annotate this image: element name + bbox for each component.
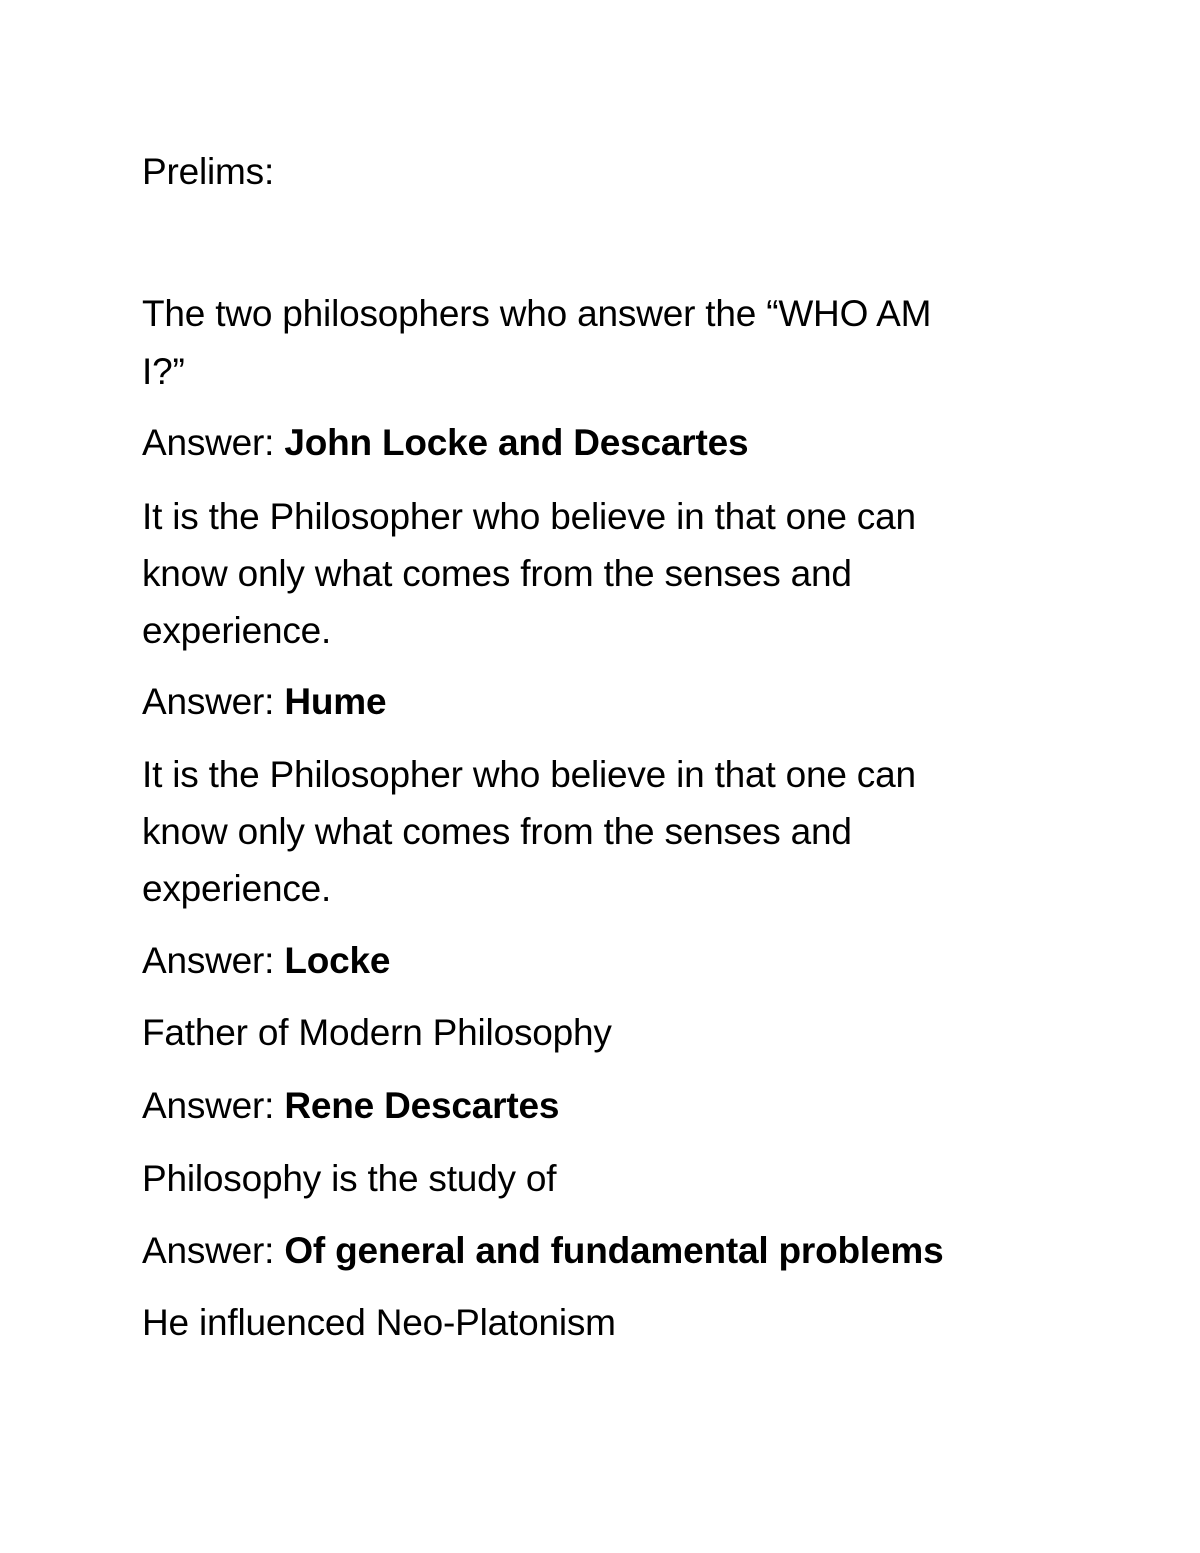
- answer-1-prefix: Answer:: [142, 422, 285, 463]
- answer-3-value: Locke: [284, 940, 391, 981]
- question-1-line-1: The two philosophers who answer the “WHO AM: [142, 293, 932, 334]
- answer-4: [142, 1084, 559, 1128]
- question-2-line-3: experience.: [142, 610, 332, 651]
- question-5-line-1: Philosophy is the study of: [142, 1158, 557, 1199]
- answer-2: [142, 680, 386, 724]
- answer-3: [142, 939, 390, 983]
- answer-1: [142, 421, 748, 465]
- answer-5-value: Of general and fundamental problems: [284, 1230, 944, 1271]
- answer-2-prefix: Answer:: [142, 681, 285, 722]
- answer-4-prefix: Answer:: [142, 1085, 285, 1126]
- answer-2-value: Hume: [284, 681, 387, 722]
- page-heading: Prelims:: [142, 151, 275, 192]
- question-3-line-2: know only what comes from the senses and: [142, 811, 852, 852]
- answer-5: [142, 1229, 943, 1273]
- answer-4-value: Rene Descartes: [284, 1085, 560, 1126]
- answer-3-prefix: Answer:: [142, 940, 285, 981]
- question-1-line-2: I?”: [142, 351, 185, 392]
- question-2-line-2: know only what comes from the senses and: [142, 553, 852, 594]
- question-3-line-1: It is the Philosopher who believe in that one can: [142, 754, 916, 795]
- answer-1-value: John Locke and Descartes: [284, 422, 749, 463]
- question-2-line-1: It is the Philosopher who believe in that one can: [142, 496, 916, 537]
- answer-5-prefix: Answer:: [142, 1230, 285, 1271]
- question-4-line-1: Father of Modern Philosophy: [142, 1012, 612, 1053]
- question-3-line-3: experience.: [142, 868, 332, 909]
- question-6-line-1: He influenced Neo-Platonism: [142, 1302, 616, 1343]
